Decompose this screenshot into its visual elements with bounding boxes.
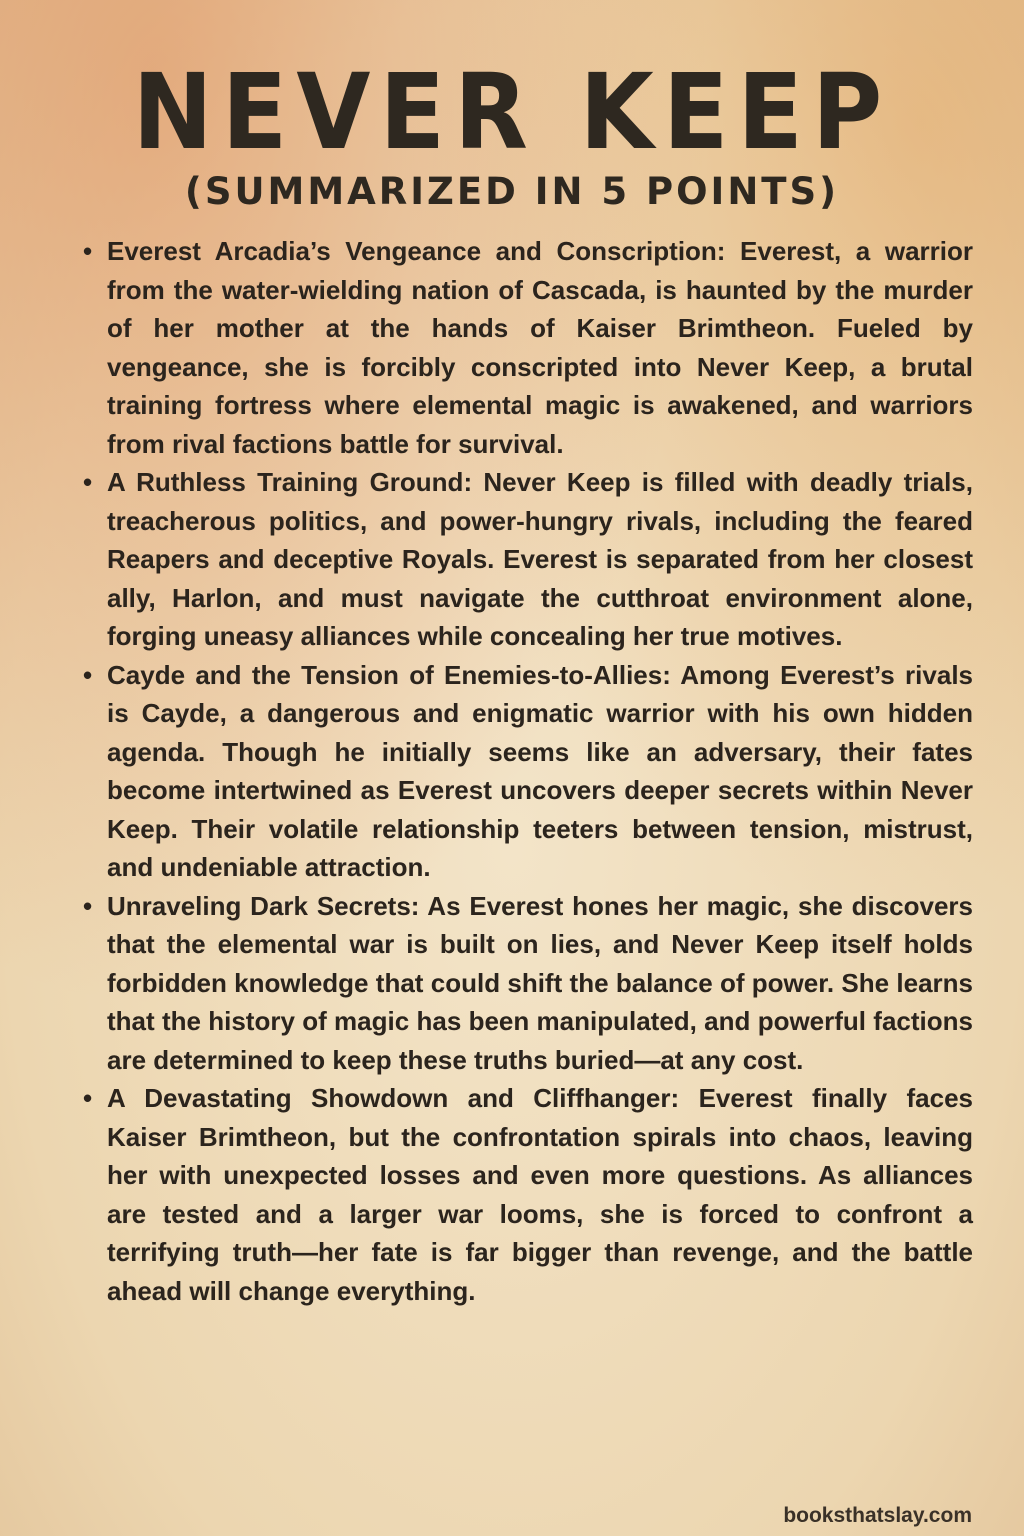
bullet-icon: • — [83, 467, 93, 497]
list-item — [83, 463, 973, 656]
point-text: Everest Arcadia’s Vengeance and Conscription: Everest, a warrior from the water-wielding nation of Cascada, is haunted by the murder of her mother at the hands of Kaiser Brimtheon. Fueled by vengeance, she is forcibly conscripted into Never Keep, a brutal training fortress where elemental magic is awakened, and warriors from rival factions battle for survival. — [107, 236, 973, 459]
point-text: Unraveling Dark Secrets: As Everest hones her magic, she discovers that the elemental war is built on lies, and Never Keep itself holds forbidden knowledge that could shift the balance of power. She learns that the history of magic has been manipulated, and powerful factions are determined to keep these truths buried—at any cost. — [107, 890, 973, 1075]
bullet-icon: • — [83, 890, 93, 921]
list-item — [83, 887, 973, 1080]
list-item — [83, 656, 973, 887]
list-item — [83, 1079, 973, 1310]
page-subtitle: (SUMMARIZED IN 5 POINTS) — [184, 170, 840, 213]
bullet-icon: • — [83, 236, 93, 266]
site-credit: booksthatslay.com — [783, 1504, 972, 1527]
point-text: A Ruthless Training Ground: Never Keep is filled with deadly trials, treacherous politics, and power-hungry rivals, including the feared Reapers and deceptive Royals. Everest is separated from her closest ally, Harlon, and must navigate the cutthroat environment alone, forging uneasy alliances while concealing her true motives. — [107, 467, 973, 651]
bullet-icon: • — [83, 1083, 93, 1113]
summary-list — [83, 232, 973, 1310]
point-text: Cayde and the Tension of Enemies-to-Allies: Among Everest’s rivals is Cayde, a dangerous and enigmatic warrior with his own hidden agenda. Though he initially seems like an adversary, their fates become intertwined as Everest uncovers deeper secrets within Never Keep. Their volatile relationship teeters between tension, mistrust, and undeniable attraction. — [107, 659, 973, 882]
bullet-icon: • — [83, 659, 93, 690]
page-title: NEVER KEEP — [132, 51, 892, 173]
point-text: A Devastating Showdown and Cliffhanger: Everest finally faces Kaiser Brimtheon, but the confrontation spirals into chaos, leaving her with unexpected losses and even more questions. As alliances are tested and a larger war looms, she is forced to confront a terrifying truth—her fate is far bigger than revenge, and the battle ahead will change everything. — [107, 1083, 973, 1306]
list-item — [83, 232, 973, 463]
